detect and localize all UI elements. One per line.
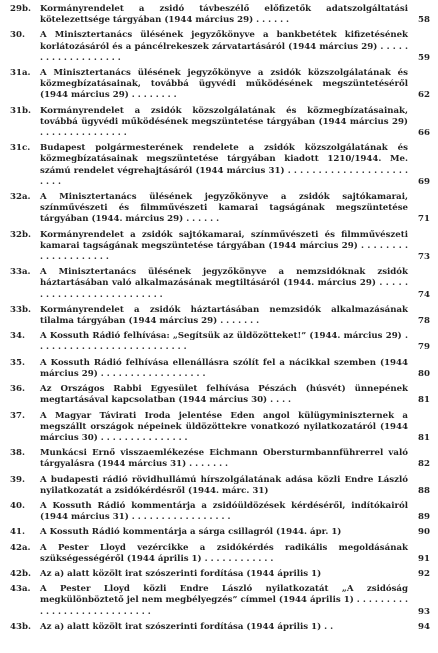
entry-title: A Pester Lloyd közli Endre László nyilatkozatát „A zsidóság megkülönböztető jel nem megbélyegzés” címmel (1944 április 1) . . . . . . . . . . . . . . . . . . . . . . . . . . . . [40, 584, 408, 617]
entry-page-number: 90 [418, 527, 430, 538]
entry-page-number: 94 [418, 621, 430, 632]
toc-entry [10, 358, 430, 380]
entry-page-number: 92 [418, 568, 430, 579]
toc-entry [10, 622, 430, 633]
entry-number: 38. [10, 448, 25, 459]
table-of-contents [10, 4, 430, 637]
entry-page-number: 69 [418, 176, 430, 187]
entry-title: A Minisztertanács ülésének jegyzőkönyve a zsidók sajtókamarai, színművészeti és filmművészeti kamarai tagságának megszüntetése tárgyában (1944. március 29) . . . . . . [40, 192, 408, 225]
entry-page-number: 89 [418, 512, 430, 523]
entry-page-number: 71 [418, 214, 430, 225]
entry-number: 33b. [10, 304, 31, 315]
entry-number: 42a. [10, 542, 31, 553]
toc-entry [10, 331, 430, 353]
toc-entry [10, 569, 430, 580]
entry-number: 37. [10, 410, 25, 421]
entry-title: A Minisztertanács ülésének jegyzőkönyve a bankbetétek kifizetésének korlátozásáról és a páncélrekeszek zárvatartásáról (1944 március 29) . . . . . . . . . . . . . . . . . . . [40, 30, 408, 63]
entry-title: Kormányrendelet a zsidó távbeszélő előfizetők adatszolgáltatási kötelezettsége tárgyában (1944 március 29) . . . . . . [40, 4, 408, 26]
entry-page-number: 82 [418, 459, 430, 470]
entry-page-number: 80 [418, 368, 430, 379]
entry-page-number: 66 [418, 128, 430, 139]
entry-number: 33a. [10, 267, 31, 278]
entry-number: 41. [10, 527, 25, 538]
entry-page-number: 81 [418, 432, 430, 443]
entry-number: 32b. [10, 229, 31, 240]
entry-title: Az a) alatt közölt irat szószerinti fordítása (1944 április 1) . . [40, 621, 334, 632]
entry-title: Kormányrendelet a zsidók sajtókamarai, színművészeti és filmművészeti kamarai tagságának megszüntetése tárgyában (1944 március 29) . . . . . . . . . . . . . . . . . . . . [40, 229, 408, 263]
entry-page-number: 74 [418, 289, 430, 300]
toc-entry [10, 448, 430, 470]
entry-number: 31a. [10, 68, 31, 79]
entry-title: A Minisztertanács ülésének jegyzőkönyve a zsidók közszolgálatának és közmegbízatásainak, továbbá ügyvédi működésének megszüntetéséről (1944 március 29) . . . . . . . . [40, 68, 408, 101]
entry-title: A Pester Lloyd vezércikke a zsidókérdés radikális megoldásának szükségességéről (1944 április 1) . . . . . . . . . . . . [40, 542, 408, 564]
entry-number: 43a. [10, 584, 31, 595]
entry-number: 35. [10, 357, 25, 368]
entry-page-number: 59 [418, 52, 430, 63]
entry-title: A Kossuth Rádió kommentárja a sárga csillagról (1944. ápr. 1) [40, 527, 342, 538]
toc-entry [10, 267, 430, 301]
entry-page-number: 62 [418, 90, 430, 101]
entry-number: 43b. [10, 621, 31, 632]
toc-entry [10, 192, 430, 226]
entry-number: 32a. [10, 192, 31, 203]
entry-number: 31b. [10, 105, 31, 116]
entry-number: 29b. [10, 4, 31, 14]
entry-title: A Kossuth Rádió kommentárja a zsidóüldözések kérdéséről, indítókairól (1944 március 31) . . . . . . . . . . . . . . . . . [40, 500, 408, 523]
entry-number: 42b. [10, 568, 31, 579]
entry-page-number: 58 [418, 15, 430, 26]
entry-title: Az a) alatt közölt irat szószerinti fordítása (1944 április 1) [40, 568, 322, 579]
entry-page-number: 73 [418, 252, 430, 263]
entry-number: 31c. [10, 143, 31, 154]
entry-page-number: 93 [418, 606, 430, 617]
entry-number: 34. [10, 331, 25, 342]
toc-entry [10, 543, 430, 565]
toc-entry [10, 143, 430, 188]
toc-entry [10, 501, 430, 523]
entry-page-number: 91 [418, 553, 430, 564]
entry-number: 36. [10, 384, 25, 395]
toc-entry [10, 475, 430, 497]
toc-entry [10, 30, 430, 64]
entry-title: A Magyar Távirati Iroda jelentése Eden angol külügyminiszternek a megszállt országok népeinek üldözöttekre vonatkozó nyilatkozatáról (1944 március 30) . . . . . . . . . . . . . . . [40, 410, 408, 443]
entry-title: Munkácsi Ernő visszaemlékezése Eichmann Obersturmbannführerrel való tárgyalásra (1944 március 31) . . . . . . . [40, 448, 408, 470]
entry-number: 40. [10, 500, 25, 511]
entry-title: A budapesti rádió rövidhullámú hírszolgálatának adása közli Endre László nyilatkozatát a zsidókérdésről (1944. márc. 31) [40, 474, 408, 496]
entry-page-number: 79 [418, 342, 430, 353]
toc-entry [10, 106, 430, 140]
entry-page-number: 81 [418, 395, 430, 406]
entry-page-number: 88 [418, 485, 430, 496]
entry-page-number: 78 [418, 316, 430, 327]
entry-number: 30. [10, 30, 25, 41]
entry-title: A Kossuth Rádió felhívása: „Segítsük az üldözötteket!” (1944. március 29) . . . . . . . . . . . . . . . . . . . . . . . . . . [40, 331, 408, 353]
entry-title: Kormányrendelet a zsidók közszolgálatának és közmegbízatásainak, továbbá ügyvédi működésének megszüntetése tárgyában (1944 március 29) . . . . . . . . . . . . . . . [40, 105, 408, 139]
toc-entry [10, 384, 430, 406]
entry-title: A Kossuth Rádió felhívása ellenállásra szólít fel a nácikkal szemben (1944 március 29) . . . . . . . . . . . . . . . . . . [40, 357, 408, 379]
entry-title: Kormányrendelet a zsidók háztartásában nemzsidók alkalmazásának tilalma tárgyában (1944 március 29) . . . . . . . [40, 304, 408, 327]
entry-title: A Minisztertanács ülésének jegyzőkönyve a nemzsidóknak zsidók háztartásában való alkalmazásának megtiltásáról (1944. március 29) . . . . . . . . . . . . . . . . . . . . . . . . . . [40, 267, 408, 300]
toc-entry [10, 4, 430, 26]
entry-title: Budapest polgármesterének rendelete a zsidók közszolgálatának és közmegbízatásainak megszüntetése tárgyában kiadott 1210/1944. Me. számú rendelet végrehajtásáról (1944 március 31) . . . . . . . . . . . . . . . . . . . . . . . . [40, 143, 408, 187]
toc-entry [10, 527, 430, 538]
entry-number: 39. [10, 474, 25, 485]
toc-entry [10, 305, 430, 327]
toc-entry [10, 584, 430, 618]
toc-entry [10, 68, 430, 102]
toc-entry [10, 230, 430, 264]
entry-title: Az Országos Rabbi Egyesület felhívása Pészách (húsvét) ünnepének megtartásával kapcsolatban (1944 március 30) . . . . [40, 384, 408, 406]
toc-entry [10, 411, 430, 445]
